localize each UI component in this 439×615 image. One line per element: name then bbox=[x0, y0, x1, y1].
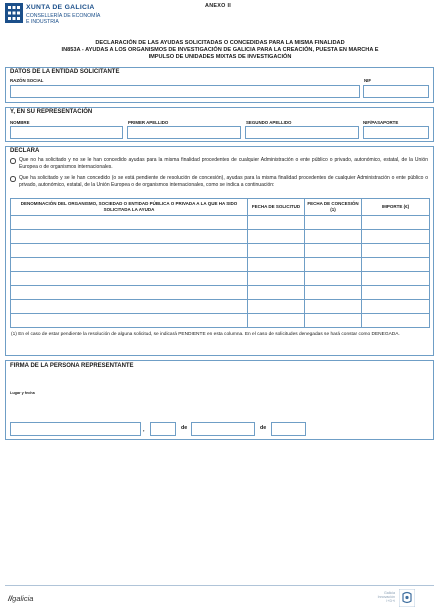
document-subtitle-line-2: IMPULSO DE UNIDADES MIXTAS DE INVESTIGACIÓN bbox=[148, 53, 292, 60]
cell-fecha-solicitud[interactable] bbox=[248, 286, 305, 300]
cell-fecha-concesion[interactable] bbox=[305, 286, 362, 300]
cell-importe[interactable] bbox=[362, 286, 430, 300]
nombre-label: NOMBRE bbox=[10, 120, 30, 125]
plan-line-2: Innovación bbox=[377, 595, 395, 600]
lugar-fecha-label: Lugar y fecha bbox=[10, 391, 35, 395]
cell-fecha-solicitud[interactable] bbox=[248, 244, 305, 258]
applicant-nif-field[interactable] bbox=[363, 85, 429, 98]
table-row bbox=[11, 216, 430, 230]
declara-option-none bbox=[10, 157, 428, 173]
plan-line-1: Galicia bbox=[384, 591, 395, 595]
aid-table-header bbox=[11, 199, 430, 216]
galicia-logo bbox=[8, 594, 33, 603]
representative-heading: Y, EN SU REPRESENTACIÓN bbox=[10, 109, 93, 115]
cell-importe[interactable] bbox=[362, 300, 430, 314]
declara-option-some bbox=[10, 175, 428, 197]
xunta-shield-icon bbox=[5, 3, 23, 23]
applicant-heading: DATOS DE LA ENTIDAD SOLICITANTE bbox=[10, 69, 120, 75]
declara-section bbox=[5, 146, 434, 356]
cell-organismo[interactable] bbox=[11, 314, 248, 328]
aid-table bbox=[10, 198, 430, 328]
cell-organismo[interactable] bbox=[11, 286, 248, 300]
plan-line-3: I+D+i bbox=[386, 599, 395, 604]
cell-importe[interactable] bbox=[362, 230, 430, 244]
applicant-nif-label: NIF bbox=[364, 78, 372, 83]
option-some-radio[interactable] bbox=[10, 176, 16, 182]
cell-organismo[interactable] bbox=[11, 300, 248, 314]
segundo-apellido-field[interactable] bbox=[245, 126, 359, 139]
option-none-text: Que no ha solicitado y no se le han concedido ayudas para la misma finalidad procedentes de cualquier Administración o ente público o privado, autonómico, estatal, de la Unión Europea o de organismos internacionales. bbox=[19, 157, 428, 171]
razon-social-field[interactable] bbox=[10, 85, 360, 98]
galicia-logo-mark: // bbox=[8, 594, 13, 603]
cell-fecha-solicitud[interactable] bbox=[248, 314, 305, 328]
cell-fecha-solicitud[interactable] bbox=[248, 272, 305, 286]
table-row bbox=[11, 230, 430, 244]
org-department-line-2: E INDUSTRIA bbox=[26, 19, 59, 25]
org-name: XUNTA DE GALICIA bbox=[26, 4, 95, 11]
cell-fecha-solicitud[interactable] bbox=[248, 258, 305, 272]
declara-heading: DECLARA bbox=[10, 148, 40, 154]
cell-fecha-solicitud[interactable] bbox=[248, 300, 305, 314]
cell-fecha-concesion[interactable] bbox=[305, 314, 362, 328]
cell-fecha-concesion[interactable] bbox=[305, 300, 362, 314]
table-row bbox=[11, 258, 430, 272]
cell-fecha-solicitud[interactable] bbox=[248, 216, 305, 230]
document-subtitle bbox=[45, 47, 395, 61]
option-some-text: Que ha solicitado y se le han concedido (o se está pendiente de resolución de concesión), ayudas para la misma finalidad procedentes de cualquier Administración o ente público o privado, autonómico, estatal, de la Unión Europea o de organismos internacionales, como se indica a continuación: bbox=[19, 175, 428, 189]
comma-separator: , bbox=[143, 427, 145, 433]
representative-section bbox=[5, 107, 434, 142]
pending-note: (1) En el caso de estar pendiente la resolución de alguna solicitud, se indicará PENDIENTE en esta columna. En el caso de solicitudes denegadas se hará constar como DENEGADA. bbox=[11, 332, 400, 337]
col-fecha-concesion: FECHA DE CONCESIÓN (1) bbox=[305, 199, 362, 216]
anio-field[interactable] bbox=[271, 422, 306, 436]
org-department-line-1: CONSELLERÍA DE ECONOMÍA bbox=[26, 13, 101, 19]
table-row bbox=[11, 300, 430, 314]
primer-apellido-field[interactable] bbox=[127, 126, 241, 139]
innovation-logo bbox=[368, 589, 418, 609]
innovation-mark-icon bbox=[399, 589, 415, 607]
cell-fecha-concesion[interactable] bbox=[305, 272, 362, 286]
signature-heading: FIRMA DE LA PERSONA REPRESENTANTE bbox=[10, 363, 134, 369]
innovation-plan-text bbox=[368, 591, 395, 604]
col-fecha-solicitud: FECHA DE SOLICITUD bbox=[248, 199, 305, 216]
org-department bbox=[26, 13, 100, 25]
galicia-logo-text: galicia bbox=[12, 594, 34, 603]
nif-pasaporte-label: NIF/PASAPORTE bbox=[363, 120, 399, 125]
cell-organismo[interactable] bbox=[11, 216, 248, 230]
document-title: DECLARACIÓN DE LAS AYUDAS SOLICITADAS O CONCEDIDAS PARA LA MISMA FINALIDAD bbox=[95, 40, 345, 46]
table-row bbox=[11, 244, 430, 258]
cell-importe[interactable] bbox=[362, 258, 430, 272]
annex-label: ANEXO II bbox=[205, 3, 232, 9]
mes-field[interactable] bbox=[191, 422, 255, 436]
nif-pasaporte-field[interactable] bbox=[363, 126, 429, 139]
cell-organismo[interactable] bbox=[11, 258, 248, 272]
cell-importe[interactable] bbox=[362, 216, 430, 230]
xunta-logo bbox=[5, 3, 115, 31]
nombre-field[interactable] bbox=[10, 126, 123, 139]
lugar-field[interactable] bbox=[10, 422, 141, 436]
table-row bbox=[11, 272, 430, 286]
cell-importe[interactable] bbox=[362, 272, 430, 286]
segundo-apellido-label: SEGUNDO APELLIDO bbox=[246, 120, 292, 125]
option-none-radio[interactable] bbox=[10, 158, 16, 164]
razon-social-label: RAZÓN SOCIAL bbox=[10, 78, 44, 83]
document-subtitle-line-1: IN853A - AYUDAS A LOS ORGANISMOS DE INVESTIGACIÓN DE GALICIA PARA LA CREACIÓN, PUESTA EN MARCHA E bbox=[61, 47, 379, 53]
footer-divider bbox=[5, 585, 434, 586]
cell-fecha-concesion[interactable] bbox=[305, 230, 362, 244]
cell-fecha-solicitud[interactable] bbox=[248, 230, 305, 244]
cell-importe[interactable] bbox=[362, 244, 430, 258]
cell-fecha-concesion[interactable] bbox=[305, 216, 362, 230]
cell-importe[interactable] bbox=[362, 314, 430, 328]
cell-organismo[interactable] bbox=[11, 230, 248, 244]
de-separator-2: de bbox=[260, 425, 267, 431]
de-separator-1: de bbox=[181, 425, 188, 431]
table-row bbox=[11, 286, 430, 300]
signature-section bbox=[5, 360, 434, 440]
dia-field[interactable] bbox=[150, 422, 176, 436]
applicant-section bbox=[5, 67, 434, 103]
table-row bbox=[11, 314, 430, 328]
cell-fecha-concesion[interactable] bbox=[305, 258, 362, 272]
cell-organismo[interactable] bbox=[11, 244, 248, 258]
col-organismo: DENOMINACIÓN DEL ORGANISMO, SOCIEDAD O ENTIDAD PÚBLICA O PRIVADA A LA QUE HA SIDO SOLICITADA LA AYUDA bbox=[11, 199, 248, 216]
cell-fecha-concesion[interactable] bbox=[305, 244, 362, 258]
col-importe: IMPORTE (€) bbox=[362, 199, 430, 216]
cell-organismo[interactable] bbox=[11, 272, 248, 286]
primer-apellido-label: PRIMER APELLIDO bbox=[128, 120, 169, 125]
